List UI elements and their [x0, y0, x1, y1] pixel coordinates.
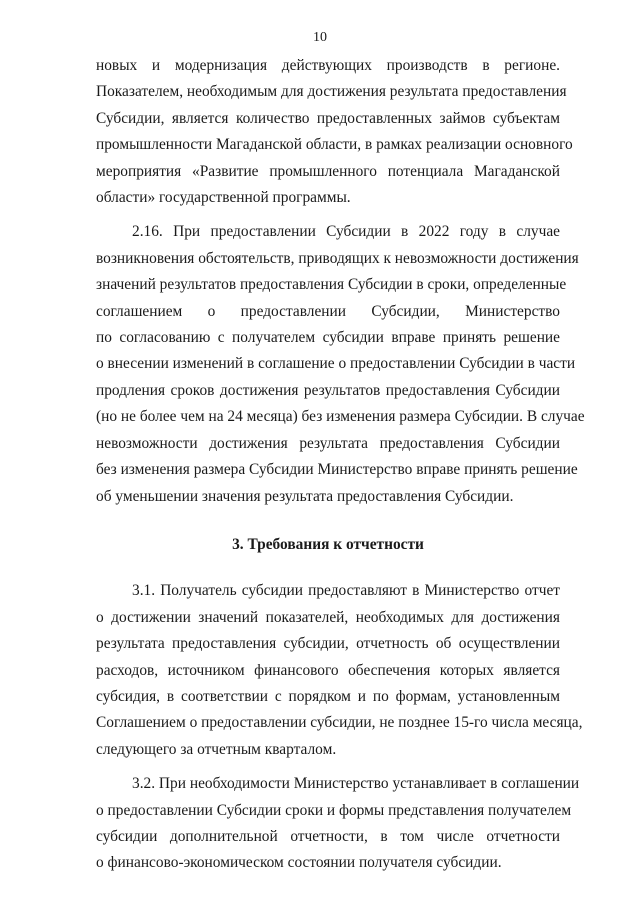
text-line: соглашением о предоставлении Субсидии, Министерство [96, 302, 560, 320]
section-heading: 3. Требования к отчетности [232, 535, 424, 553]
text-line: 3.1. Получатель субсидии предоставляют в Министерство отчет [132, 582, 560, 600]
text-line: мероприятия «Развитие промышленного потенциала Магаданской [96, 162, 560, 180]
text-line: продления сроков достижения результатов предоставления Субсидии [96, 381, 560, 399]
text-line: расходов, источником финансового обеспечения которых является [96, 661, 560, 679]
text-line: значений результатов предоставления Субсидии в сроки, определенные [96, 276, 567, 294]
text-line: о предоставлении Субсидии сроки и формы представления получателем [96, 801, 572, 819]
text-line: невозможности достижения результата предоставления Субсидии [96, 434, 560, 452]
text-line: области» государственной программы. [96, 189, 351, 207]
text-line: Соглашением о предоставлении субсидии, не позднее 15-го числа месяца, [96, 714, 583, 732]
page-number: 10 [313, 30, 327, 45]
text-line: без изменения размера Субсидии Министерство вправе принять решение [96, 461, 578, 479]
text-line: 3.2. При необходимости Министерство устанавливает в соглашении [132, 775, 580, 793]
paragraph-indicator-description [96, 53, 573, 211]
text-line: результата предоставления субсидии, отчетность об осуществлении [96, 635, 560, 653]
text-line: об уменьшении значения результата предоставления Субсидии. [96, 487, 514, 505]
text-line: (но не более чем на 24 месяца) без изменения размера Субсидии. В случае [96, 408, 585, 426]
paragraph-3-1 [96, 578, 583, 763]
text-line: новых и модернизация действующих производств в регионе. [96, 57, 560, 74]
paragraph-3-2 [96, 771, 580, 877]
text-line: по согласованию с получателем субсидии вправе принять решение [96, 329, 560, 347]
text-line: субсидия, в соответствии с порядком и по формам, установленным [96, 687, 560, 705]
text-line: промышленности Магаданской области, в рамках реализации основного [96, 136, 573, 154]
text-line: Субсидии, является количество предоставленных займов субъектам [96, 109, 560, 127]
text-line: возникновения обстоятельств, приводящих к невозможности достижения [96, 249, 579, 267]
text-line: Показателем, необходимым для достижения результата предоставления [96, 83, 567, 101]
paragraph-2-16 [96, 219, 585, 509]
text-line: следующего за отчетным кварталом. [96, 740, 337, 758]
text-line: субсидии дополнительной отчетности, в том числе отчетности [96, 827, 560, 845]
text-line: о внесении изменений в соглашение о предоставлении Субсидии в части [96, 355, 576, 373]
text-line: о достижении значений показателей, необходимых для достижения [96, 608, 560, 626]
text-line: 2.16. При предоставлении Субсидии в 2022 году в случае [132, 223, 560, 241]
document-body [96, 53, 585, 877]
text-line: о финансово-экономическом состоянии получателя субсидии. [96, 854, 502, 872]
